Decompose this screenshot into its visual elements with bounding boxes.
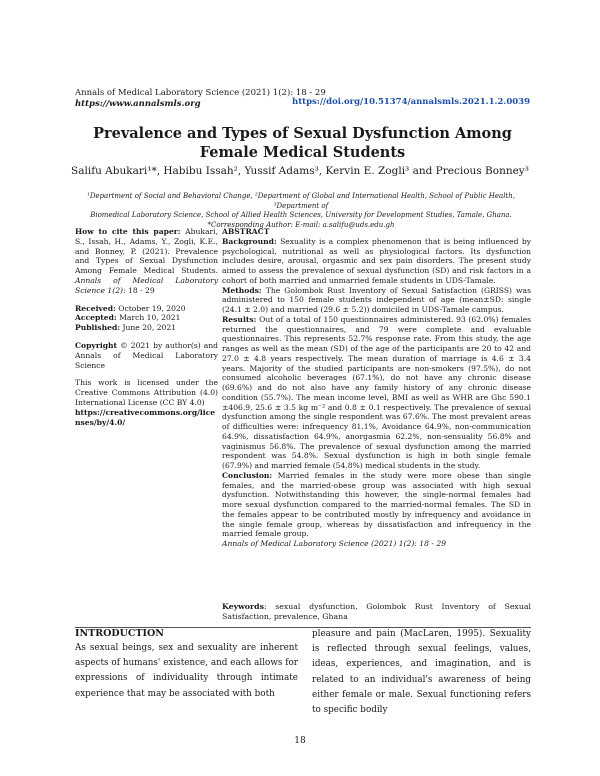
article-dates bbox=[75, 304, 218, 333]
copyright-label: Copyright bbox=[75, 340, 118, 350]
keywords-label: Keywords bbox=[222, 602, 264, 611]
keywords-text: : sexual dysfunction, Golombok Rust Inventory of Sexual Satisfaction, prevalence, Ghana bbox=[222, 602, 531, 621]
cite-text: Abukari, S., Issah, H., Adams, Y., Zogli, K.E., and Bonney, P. (2021). Prevalence and Types of Sexual Dysfunction Among Female Medical Students. bbox=[75, 227, 219, 276]
journal-header bbox=[75, 88, 326, 110]
methods-text: The Golombok Rust Inventory of Sexual Satisfaction (GRISS) was administered to 150 female students independent of age (mean±SD: single (24.1 ± 2.0) and married (29.6 ± 5.2)) domiciled in UDS-Tamale campus. bbox=[222, 285, 531, 314]
cite-journal: Annals of Medical Laboratory Science 1(2) bbox=[75, 275, 218, 295]
abstract-heading: ABSTRACT bbox=[222, 227, 270, 236]
abstract-results bbox=[222, 315, 531, 471]
cite-label: How to cite this paper: bbox=[75, 227, 181, 236]
background-label: Background: bbox=[222, 236, 277, 246]
affiliations bbox=[70, 192, 532, 230]
results-label: Results: bbox=[222, 314, 257, 324]
introduction-column-1: As sexual beings, sex and sexuality are inherent aspects of humans' existence, and each allows for expressions of individuality through intimate experience that may be associated with both bbox=[75, 643, 298, 699]
conclusion-text: Married females in the study were more obese than single females, and the married-obese group was associated with high sexual dysfunction. Notwithstanding this however, the single-normal females had more sexual dysfunction compared to the married-normal females. The SD in the females appear to be contributed mostly by infrequency and avoidance in the single female group, whereas by dissatisfaction and infrequency in the married female group. bbox=[222, 470, 531, 539]
affiliation-line-1: ¹Department of Social and Behavioral Change, ²Department of Global and International Health, School of Public Health, ³Department of bbox=[87, 192, 515, 210]
license-text: This work is licensed under the Creative Commons Attribution (4.0) International License (CC BY 4.0) bbox=[75, 378, 218, 407]
abstract bbox=[222, 227, 531, 549]
accepted-date: March 10, 2021 bbox=[119, 313, 181, 323]
conclusion-label: Conclusion: bbox=[222, 470, 273, 480]
abstract-conclusion bbox=[222, 471, 531, 539]
cite-pages: : 18 - 29 bbox=[123, 285, 155, 295]
introduction-column-2: pleasure and pain (MacLaren, 1995). Sexuality is reflected through sexual feelings, values, ideas, experiences, and imagination, and is related to an individual's awareness of being either female or male. Sexual functioning refers to specific bodily bbox=[312, 629, 531, 716]
accepted-label: Accepted: bbox=[75, 313, 117, 323]
author-list: Salifu Abukari¹*, Habibu Issah², Yussif Adams³, Kervin E. Zogli³ and Precious Bonney³ bbox=[71, 165, 529, 177]
methods-label: Methods: bbox=[222, 285, 262, 295]
results-text: Out of a total of 150 questionnaires administered. 93 (62.0%) females returned the questionnaires, and 79 were complete and evaluable questionnaires. This represents 52.7% response rate. From this study, the age ranges as well as the mean (SD) of the age of the participants are 20 to 42 and 27.0 ± 4.8 years respectively. The mean duration of marriage is 4.6 ± 3.4 years. Majority of the studied participants are non-smokers (97.5%), do not consumed alcoholic beverages (67.1%), do not have any chronic disease (69.6%) and do not also have any family history of any chronic disease condition (55.7%). The mean income level, BMI as well as WHR are Ghc 590.1 ±406.9, 25.6 ± 3.5 kg m⁻² and 0.8 ± 0.1 respectively. The prevalence of sexual dysfunction among the single respondent was 67.6%. The most prevalent areas of difficulties were: infrequency 81.1%, Avoidance 64.9%, non-communication 64.9%, dissatisfaction 64.9%, anorgasmia 62.2%, non-sensuality 56.8% and vaginismus 56.8%. The prevalence of sexual dysfunction among the married respondent was 54.8%. Sexual dysfunction is high in both single female (67.9%) and married female (54.8%) medical students in the study. bbox=[222, 314, 531, 470]
how-to-cite bbox=[75, 227, 218, 296]
doi-link[interactable]: https://doi.org/10.51374/annalsmls.2021.1.2.0039 bbox=[292, 97, 530, 107]
license-url-link[interactable]: https://creativecommons.org/licenses/by/4.0/ bbox=[75, 407, 216, 427]
received-date: October 19, 2020 bbox=[118, 303, 186, 313]
page-number: 18 bbox=[294, 736, 306, 746]
article-info-column bbox=[75, 227, 218, 435]
copyright-text: © 2021 by author(s) and Annals of Medical Laboratory Science bbox=[75, 340, 218, 370]
published-label: Published: bbox=[75, 323, 121, 333]
paper-title: Prevalence and Types of Sexual Dysfunction Among Female Medical Students bbox=[93, 125, 512, 161]
abstract-background bbox=[222, 237, 531, 286]
corresponding-author: *Corresponding Author: E-mail: a.salifu@uds.edu.gh bbox=[207, 220, 395, 229]
published-date: June 20, 2021 bbox=[122, 323, 177, 333]
introduction-heading: INTRODUCTION bbox=[75, 628, 164, 639]
journal-url-link[interactable]: https://www.annalsmls.org bbox=[75, 99, 201, 109]
abstract-citation: Annals of Medical Laboratory Science (2021) 1(2): 18 - 29 bbox=[222, 539, 447, 548]
affiliation-line-2: Biomedical Laboratory Science, School of Allied Health Sciences, University for Development Studies, Tamale, Ghana. bbox=[90, 211, 512, 219]
license-notice bbox=[75, 378, 218, 427]
abstract-methods bbox=[222, 286, 531, 315]
keywords bbox=[222, 602, 531, 622]
background-text: Sexuality is a complex phenomenon that is being influenced by psychological, nutritional as well as physiological factors. Its dysfunction includes desire, arousal, orgasmic and sex pain disorders. The present study aimed to assess the prevalence of sexual dysfunction (SD) and risk factors in a cohort of both married and unmarried female students in UDS-Tamale. bbox=[222, 236, 531, 285]
journal-line: Annals of Medical Laboratory Science (2021) 1(2): 18 - 29 bbox=[75, 88, 326, 98]
copyright-notice bbox=[75, 341, 218, 370]
received-label: Received: bbox=[75, 303, 116, 313]
